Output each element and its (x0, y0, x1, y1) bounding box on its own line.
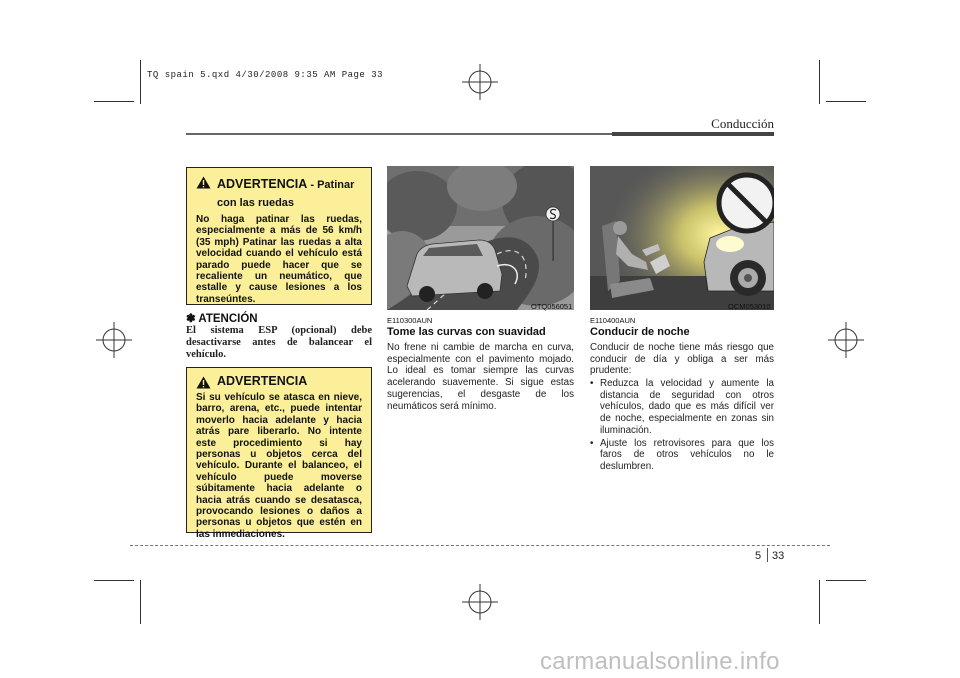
warning-subtitle: - Patinar con las ruedas (217, 179, 355, 209)
crop-mark (140, 580, 141, 624)
list-item: • Reduzca la velocidad y aumente la distancia de seguridad con otros vehículos, dado que es más difícil ver de noche, especialmente en zonas sin iluminación. (590, 378, 774, 437)
watermark: carmanualsonline.info (540, 648, 780, 675)
list-item: • Ajuste los retrovisores para que los faros de otros vehículos no le deslumbren. (590, 438, 774, 473)
warning-triangle-icon (196, 376, 211, 389)
caution-title: ✽ ATENCIÓN (186, 313, 258, 325)
night-glare-illustration (590, 166, 774, 310)
footer-rule (130, 545, 830, 546)
warning-triangle-icon (196, 176, 211, 189)
section-code: E110400AUN (590, 316, 636, 325)
registration-mark-icon (828, 322, 864, 358)
warning-header (196, 175, 362, 211)
crop-mark (140, 60, 141, 104)
crop-mark (819, 60, 820, 104)
chapter-number: 5 (755, 550, 762, 562)
crop-mark (94, 580, 134, 581)
section-paragraph: Conducir de noche tiene más riesgo que conducir de día y obliga a ser más prudente: (590, 342, 774, 377)
photo-label: OTQ056051 (531, 302, 573, 311)
section-code: E110300AUN (387, 316, 433, 325)
page-number: 33 (772, 550, 785, 562)
section-heading: Conducir de noche (590, 326, 690, 338)
curve-road-illustration (387, 166, 574, 310)
print-slug: TQ spain 5.qxd 4/30/2008 9:35 AM Page 33 (147, 70, 384, 80)
caution-body: El sistema ESP (opcional) debe desactivarse antes de balancear el vehículo. (186, 325, 372, 360)
warning-box-skid (186, 167, 372, 305)
crop-mark (826, 580, 866, 581)
registration-mark-icon (96, 322, 132, 358)
crop-mark (819, 580, 820, 624)
crop-mark (826, 101, 866, 102)
crop-mark (94, 101, 134, 102)
photo-label: OCM053010 (728, 302, 771, 311)
section-title: Conducción (711, 116, 774, 131)
registration-mark-icon (462, 64, 498, 100)
warning-body: No haga patinar las ruedas, especialmente a más de 56 km/h (35 mph) Patinar las ruedas a alta velocidad cuando el vehículo está parado puede hacer que se recaliente un neumático, que estalle y cause lesiones a los transeúntes. (196, 214, 362, 305)
warning-title: ADVERTENCIA (217, 177, 308, 191)
page-number-divider (767, 548, 768, 562)
warning-box-stuck (186, 367, 372, 540)
header-rule-accent (612, 132, 774, 136)
warning-header (196, 375, 362, 389)
warning-body: Si su vehículo se atasca en nieve, barro, arena, etc., puede intentar moverlo hacia adelante y hacia atrás pare liberarlo. No intente este procedimiento si hay personas u objetos cerca del vehículo. Durante el balanceo, el vehículo puede moverse súbitamente hacia adelante o hacia atrás cuando se desatasca, provocando lesiones o daños a personas u objetos que estén en las inmediaciones. (196, 392, 362, 540)
section-heading: Tome las curvas con suavidad (387, 326, 546, 338)
registration-mark-icon (462, 584, 498, 620)
warning-title: ADVERTENCIA (217, 374, 308, 388)
section-paragraph: No frene ni cambie de marcha en curva, especialmente con el pavimento mojado. Lo ideal es tomar siempre las curvas acelerando suavemente. Si sigue estas sugerencias, el desgaste de los neumáticos será mínimo. (387, 342, 574, 412)
bullet-list (590, 378, 774, 474)
